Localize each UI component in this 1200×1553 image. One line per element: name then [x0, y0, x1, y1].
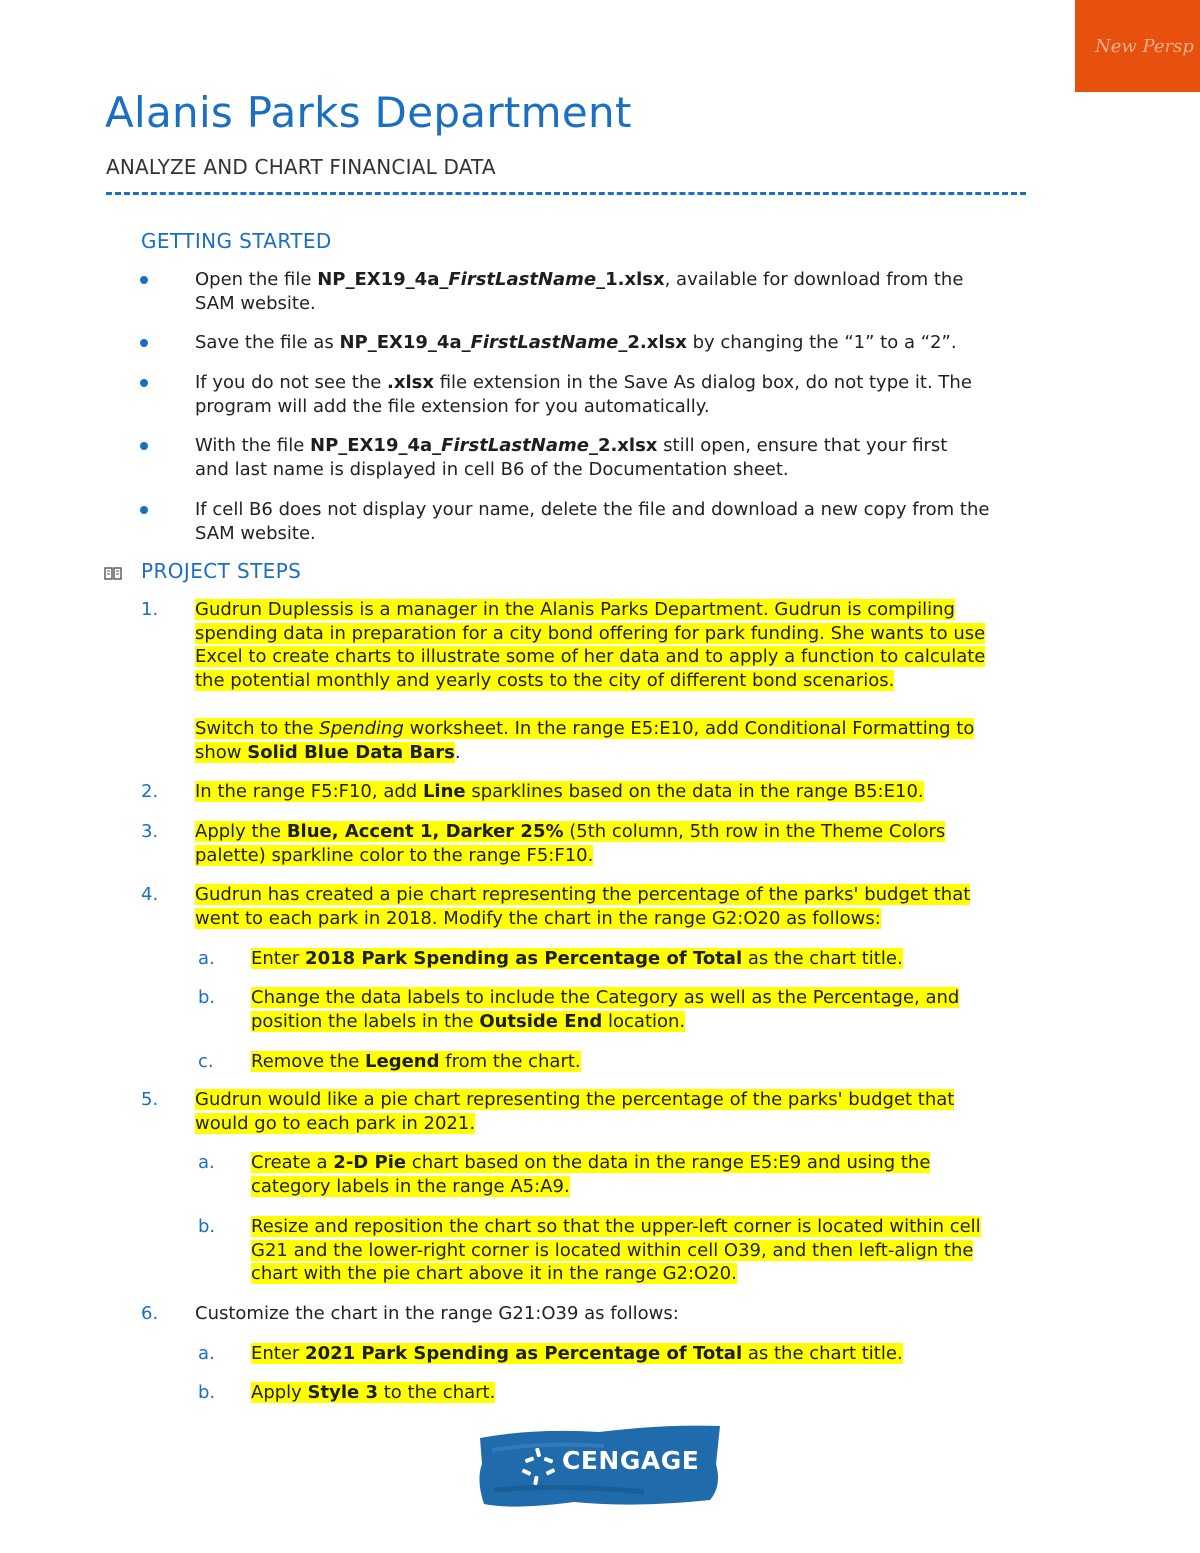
corner-tab-text: New Persp [1095, 36, 1194, 57]
substep-letter: a. [198, 1343, 215, 1364]
step-number: 4. [141, 884, 159, 905]
getting-started-item-3: If you do not see the .xlsx file extension in the Save As dialog box, do not type it. The program will add the file extension for you automatically. [195, 372, 972, 417]
getting-started-item-4: With the file NP_EX19_4a_FirstLastName_2.xlsx still open, ensure that your first and last name is displayed in cell B6 of the Documentation sheet. [195, 435, 948, 480]
corner-tab [1075, 0, 1200, 92]
dashed-divider [106, 192, 1026, 195]
substep-letter: a. [198, 948, 215, 969]
getting-started-item-2: Save the file as NP_EX19_4a_FirstLastName_2.xlsx by changing the “1” to a “2”. [195, 332, 957, 353]
step-number: 3. [141, 821, 159, 842]
step-4c-text: Remove the Legend from the chart. [251, 1051, 581, 1072]
substep-letter: b. [198, 1382, 216, 1403]
substep-letter: c. [198, 1051, 214, 1072]
step-2-text: In the range F5:F10, add Line sparklines based on the data in the range B5:E10. [195, 781, 924, 802]
document-title: Alanis Parks Department [105, 88, 632, 137]
getting-started-item-5: If cell B6 does not display your name, delete the file and download a new copy from the SAM website. [195, 499, 990, 544]
substep-letter: b. [198, 987, 216, 1008]
project-steps-heading: PROJECT STEPS [141, 559, 302, 583]
book-icon [104, 566, 122, 582]
step-number: 5. [141, 1089, 159, 1110]
step-number: 6. [141, 1303, 159, 1324]
cengage-logo-text: CENGAGE [562, 1446, 700, 1475]
step-5b-text: Resize and reposition the chart so that the upper-left corner is located within cell G21 and the lower-right corner is located within cell O39, and then left-align the chart with the pie chart above it in the range G2:O20. [251, 1216, 981, 1285]
step-3-text: Apply the Blue, Accent 1, Darker 25% (5th column, 5th row in the Theme Colors palette) sparkline color to the range F5:F10. [195, 821, 946, 866]
step-6b-text: Apply Style 3 to the chart. [251, 1382, 496, 1403]
bullet-icon [140, 442, 148, 450]
substep-letter: b. [198, 1216, 216, 1237]
step-5a-text: Create a 2-D Pie chart based on the data in the range E5:E9 and using the category labels in the range A5:A9. [251, 1152, 931, 1197]
step-4b-text: Change the data labels to include the Category as well as the Percentage, and position the labels in the Outside End location. [251, 987, 960, 1032]
step-4a-text: Enter 2018 Park Spending as Percentage of Total as the chart title. [251, 948, 903, 969]
step-1-instruction: Switch to the Spending worksheet. In the range E5:E10, add Conditional Formatting to show Solid Blue Data Bars. [195, 718, 975, 763]
document-subtitle: ANALYZE AND CHART FINANCIAL DATA [106, 155, 496, 179]
bullet-icon [140, 339, 148, 347]
step-5-text: Gudrun would like a pie chart representing the percentage of the parks' budget that would go to each park in 2021. [195, 1089, 955, 1134]
getting-started-heading: GETTING STARTED [141, 229, 332, 253]
bullet-icon [140, 506, 148, 514]
step-4-text: Gudrun has created a pie chart representing the percentage of the parks' budget that went to each park in 2018. Modify the chart in the range G2:O20 as follows: [195, 884, 971, 929]
step-6a-text: Enter 2021 Park Spending as Percentage of Total as the chart title. [251, 1343, 903, 1364]
step-number: 1. [141, 599, 159, 620]
bullet-icon [140, 276, 148, 284]
step-number: 2. [141, 781, 159, 802]
bullet-icon [140, 379, 148, 387]
getting-started-item-1: Open the file NP_EX19_4a_FirstLastName_1.xlsx, available for download from the SAM website. [195, 269, 964, 314]
step-1-text: Gudrun Duplessis is a manager in the Alanis Parks Department. Gudrun is compiling spending data in preparation for a city bond offering for park funding. She wants to use Excel to create charts to illustrate some of her data and to apply a function to calculate the potential monthly and yearly costs to the city of different bond scenarios. [195, 599, 986, 692]
step-6-text: Customize the chart in the range G21:O39 as follows: [195, 1303, 679, 1324]
substep-letter: a. [198, 1152, 215, 1173]
